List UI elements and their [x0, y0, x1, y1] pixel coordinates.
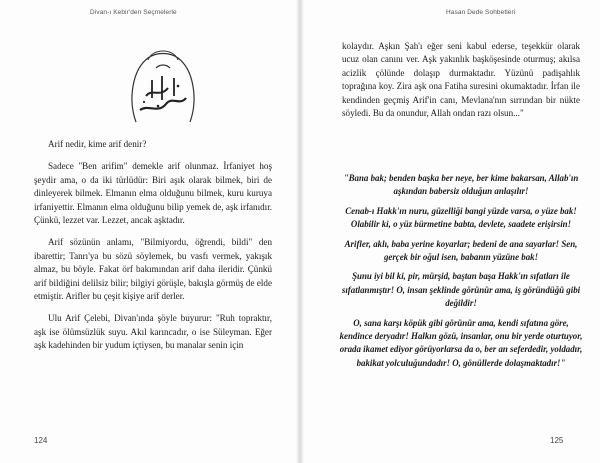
verse-block — [336, 172, 586, 376]
page-number-left: 124 — [34, 436, 48, 445]
book-gutter — [296, 0, 304, 463]
left-page-body — [34, 138, 272, 362]
paragraph: Ulu Arif Çelebi, Divan'ında şöyle buyurur: "Ruh topraktır, aşk ise ölümsüzlük suyu. Akıl karıncadır, o ise Süleyman. Eğer aşk kadehinden bir yudum içtiysen, bu manalar senin için — [34, 313, 272, 351]
right-page — [300, 0, 600, 463]
verse: Arifler, aklı, baba yerine koyarlar; bedeni de ana sayarlar! Sen, gerçek bir oğul isen, babanın yüzüne bak! — [344, 238, 578, 263]
verse: Şunu iyi bil ki, pir, mürşid, baştan başa Hakk'ın sıfatları ile sıfatlanmıştır! O, insan şeklinde görünür ama, iş göründüğü gibi değildir! — [341, 271, 581, 309]
arabic-calligraphy-emblem-icon — [118, 40, 208, 130]
paragraph: Sadece "Ben arifim" demekle arif olunmaz. İrfaniyet hoş şeydir ama, o da iki türlüdür: Biri aşık olarak bilmek, biri de dinleyerek bilmek. Elmanın elma olduğunu bilmek, kuru kuruya irfaniyettir. Elmanın elma olduğunu bilip yemek de, aşk irfanıdır. Çünkü, lezzet var. Lezzet, ancak aşktadır. — [34, 161, 272, 226]
verse: Cenab-ı Hakk'ın nuru, güzelliği bangi yüzde varsa, o yüze bak! Olabilir ki, o yüz bürmetine babta, devlete, saadete erişirsin! — [345, 205, 577, 230]
running-header-right: Hasan Dede Sohbetleri — [446, 9, 516, 16]
verse: O, sana karşı köpük gibi görünür ama, kendi sıfatına göre, kendince deryadır! Halkın gözü, insanlar, onu bir yerde oturtuyor, orada ikamet ediyor görüyorlarsa da o, ber an seferdedir, yoldadır, bakikat yolculuğundadır! O, gönüllerde dolaşmaktadır!" — [339, 317, 583, 368]
running-header-left: Divan-ı Kebir'den Seçmelerle — [90, 9, 177, 16]
paragraph: Arif nedir, kime arif denir? — [48, 139, 147, 149]
verse: "Bana bak; benden başka ber neye, ber kime bakarsan, Allab'ın aşkından babersiz olduğun anlaşılır! — [343, 173, 579, 197]
paragraph: kolaydır. Aşkın Şah'ı eğer seni kabul ederse, teşekkür olarak ucuz olan canını ver. Aşk yakınlık başköşesinde oturmuş; akılsa acizlik çölünde dolaşıp durmaktadır. Yüzünü padişahlık toprağına koy. Zira aşk ona Fatiha suresini okumaktadır. İrfan ile kendinden geçmiş Arif'in canı, Mevlana'nın sırrından bir nükte söyledi. Bu da onundur, Allah ondan razı olsun..." — [342, 41, 580, 119]
right-page-body — [342, 40, 580, 120]
page-number-right: 125 — [550, 436, 564, 445]
paragraph: Arif sözünün anlamı, "Bilmiyordu, öğrendi, bildi" den ibarettir; Tanrı'ya bu sözü söylemek, bu vasfı vermek, yakışık almaz, bu böyle. Fakat örf bakımından arif daha ileridir. Çünkü arif bildiğini delilsiz bilir; bilgiyi görüşle, bakışla görmüş de elde etmiştir. Arifler bu çeşit kişiye arif derler. — [34, 237, 272, 302]
